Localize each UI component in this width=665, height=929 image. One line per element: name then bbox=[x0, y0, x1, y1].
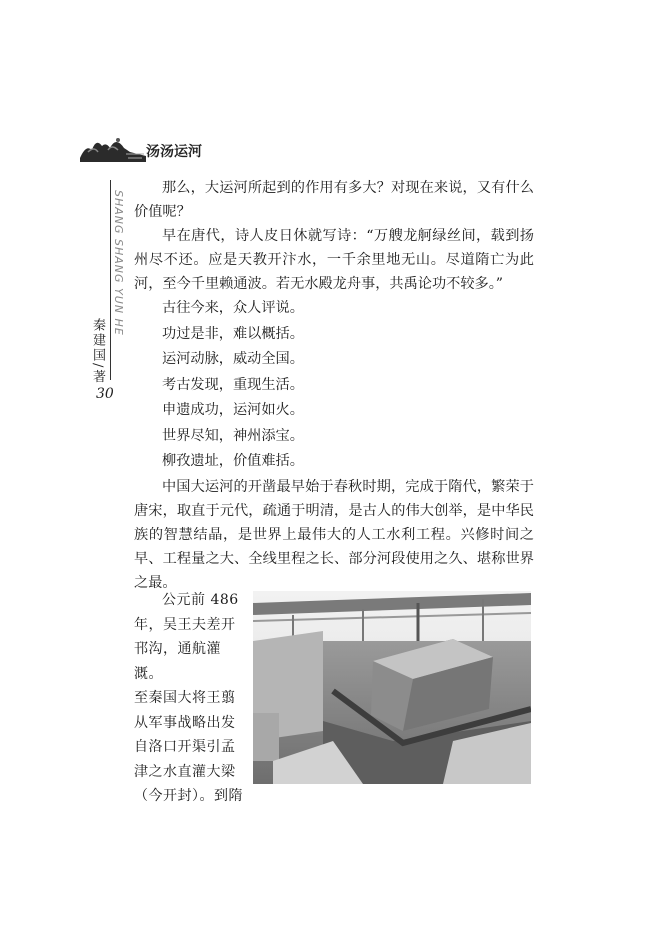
paragraph: 那么，大运河所起到的作用有多大？对现在来说，又有什么价值呢？ bbox=[134, 180, 534, 220]
excavation-site-photo bbox=[253, 591, 531, 784]
page-number: 30 bbox=[96, 386, 114, 402]
wrapped-line: 自洛口开渠引孟 bbox=[134, 739, 236, 755]
verse-line: 世界尽知，神州添宝。 bbox=[162, 427, 304, 444]
verse-line: 柳孜遗址，价值难括。 bbox=[162, 453, 304, 469]
wrapped-line: （今开封）。到隋 bbox=[134, 788, 243, 804]
verse-line: 考古发现，重现生活。 bbox=[162, 376, 304, 393]
verse-line: 运河动脉，威动全国。 bbox=[162, 351, 304, 367]
paragraph: 中国大运河的开凿最早始于春秋时期，完成于隋代，繁荣于唐宋，取直于元代，疏通于明清，是古人的伟大创举，是中华民族的智慧结晶，是世界上最伟大的人工水利工程。兴修时间之早、工程量之大、全线里程之长、部分河段使用之久、堪称世界之最。 bbox=[134, 478, 534, 591]
verse-line: 功过是非，难以概括。 bbox=[162, 325, 304, 342]
page-header bbox=[78, 132, 258, 168]
verse-line: 申遗成功，运河如火。 bbox=[162, 402, 304, 418]
sidebar-author: 秦建国/著 bbox=[90, 318, 105, 385]
wrapped-line: 邗沟，通航灌溉。 bbox=[134, 641, 221, 682]
sidebar-english-title: SHANG SHANG YUN HE bbox=[112, 190, 125, 336]
wrapped-text-column bbox=[134, 588, 244, 809]
landscape-ink-icon bbox=[78, 132, 148, 164]
wrapped-line: 津之水直灌大梁 bbox=[134, 763, 236, 780]
sidebar-divider bbox=[110, 180, 111, 380]
wrapped-line: 公元前 486 bbox=[162, 592, 239, 608]
excavation-photo-illustration bbox=[253, 591, 531, 784]
main-text bbox=[134, 176, 534, 595]
wrapped-line: 至秦国大将王翦 bbox=[134, 690, 236, 706]
paragraph: 早在唐代，诗人皮日休就写诗：“万艘龙舸绿丝间，载到扬州尽不还。应是天教开汴水，一千余里地无山。尽道隋亡为此河，至今千里赖通波。若无水殿龙舟事，共禹论功不较多。” bbox=[134, 228, 534, 292]
verse-line: 古往今来，众人评说。 bbox=[162, 300, 304, 316]
wrapped-line: 年，吴王夫差开 bbox=[134, 616, 236, 633]
header-title: 汤汤运河 bbox=[146, 144, 202, 160]
wrapped-line: 从军事战略出发 bbox=[134, 714, 236, 731]
